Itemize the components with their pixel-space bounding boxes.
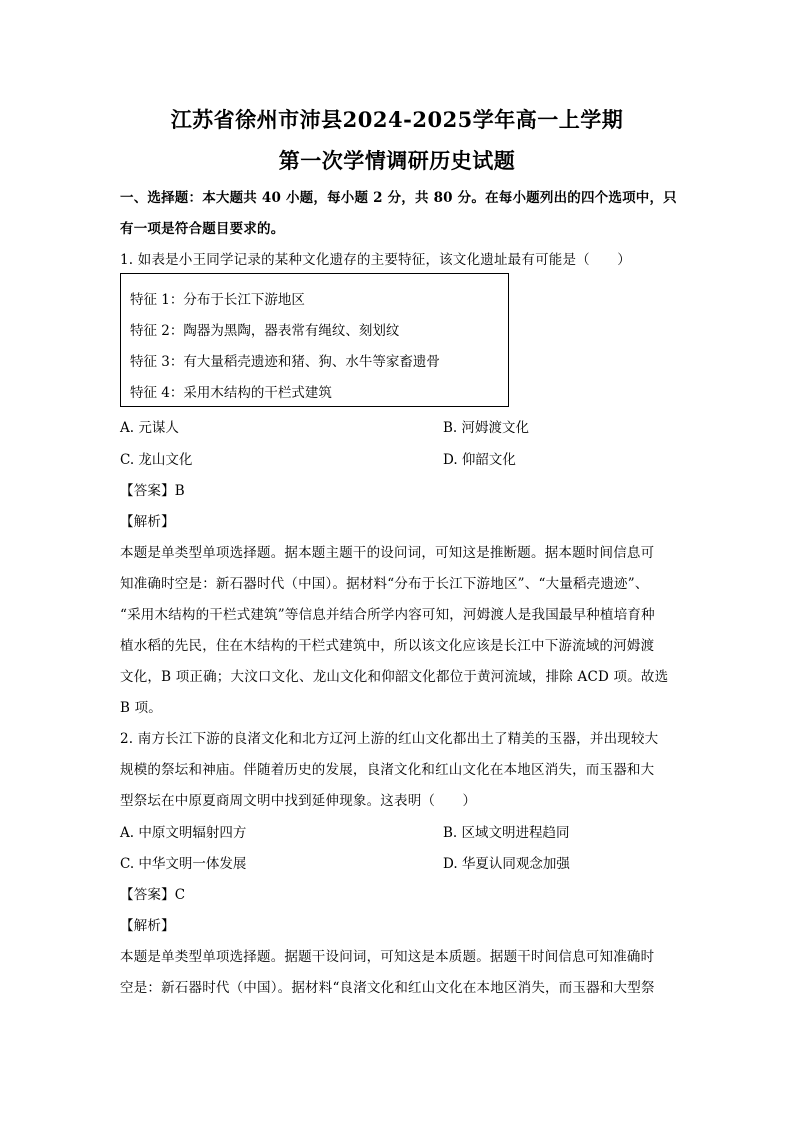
q1-option-d: D. 仰韶文化	[443, 452, 516, 468]
q1-analysis-line: 本题是单类型单项选择题。据本题主题干的设问词，可知这是推断题。据本题时间信息可	[120, 545, 655, 561]
q1-analysis-line: “采用木结构的干栏式建筑”等信息并结合所学内容可知，河姆渡人是我国最早种植培育种	[120, 607, 655, 623]
q2-analysis-label: 【解析】	[120, 918, 175, 934]
q1-answer: 【答案】B	[120, 483, 185, 499]
q2-option-c: C. 中华文明一体发展	[120, 856, 247, 872]
q1-analysis-label: 【解析】	[120, 514, 175, 530]
section-heading-line2: 有一项是符合题目要求的。	[120, 221, 285, 237]
q1-feature-table	[120, 273, 509, 407]
q1-feature-1: 特征 1：分布于长江下游地区	[130, 292, 305, 308]
doc-title-line2: 第一次学情调研历史试题	[278, 148, 516, 173]
q1-feature-4: 特征 4：采用木结构的干栏式建筑	[130, 385, 332, 401]
q2-stem-line: 规模的祭坛和神庙。伴随着历史的发展，良渚文化和红山文化在本地区消失，而玉器和大	[120, 762, 655, 778]
q1-analysis-line: B 项。	[120, 700, 163, 716]
q2-stem-line: 2. 南方长江下游的良渚文化和北方辽河上游的红山文化都出土了精美的玉器，并出现较大	[120, 731, 659, 747]
q2-option-a: A. 中原文明辐射四方	[120, 825, 247, 841]
q1-analysis-line: 植水稻的先民，住在木结构的干栏式建筑中，所以该文化应该是长江中下游流域的河姆渡	[120, 638, 655, 654]
q2-analysis-line: 空是：新石器时代（中国）。据材料“良渚文化和红山文化在本地区消失，而玉器和大型祭	[120, 980, 655, 996]
q1-analysis-line: 知准确时空是：新石器时代（中国）。据材料“分布于长江下游地区”、“大量稻壳遗迹”、	[120, 576, 649, 592]
q1-option-a: A. 元谋人	[120, 420, 179, 436]
q1-feature-2: 特征 2：陶器为黑陶，器表常有绳纹、刻划纹	[130, 323, 400, 339]
q1-option-b: B. 河姆渡文化	[443, 420, 530, 436]
section-heading-line1: 一、选择题：本大题共 40 小题，每小题 2 分，共 80 分。在每小题列出的四个选项中，只	[120, 190, 677, 206]
q2-answer: 【答案】C	[120, 887, 186, 903]
q1-feature-3: 特征 3：有大量稻壳遗迹和猪、狗、水牛等家畜遗骨	[130, 354, 440, 370]
q1-analysis-line: 文化，B 项正确；大汶口文化、龙山文化和仰韶文化都位于黄河流域，排除 ACD 项。故选	[120, 669, 669, 685]
q2-option-b: B. 区域文明进程趋同	[443, 825, 570, 841]
q2-option-d: D. 华夏认同观念加强	[443, 856, 570, 872]
q1-option-c: C. 龙山文化	[120, 452, 193, 468]
q2-stem-line: 型祭坛在中原夏商周文明中找到延伸现象。这表明（ ）	[120, 793, 477, 809]
q1-stem: 1. 如表是小王同学记录的某种文化遗存的主要特征，该文化遗址最有可能是（ ）	[120, 252, 631, 268]
q2-analysis-line: 本题是单类型单项选择题。据题干设问词，可知这是本质题。据题干时间信息可知准确时	[120, 949, 655, 965]
doc-title-line1: 江苏省徐州市沛县2024-2025学年高一上学期	[170, 107, 624, 132]
